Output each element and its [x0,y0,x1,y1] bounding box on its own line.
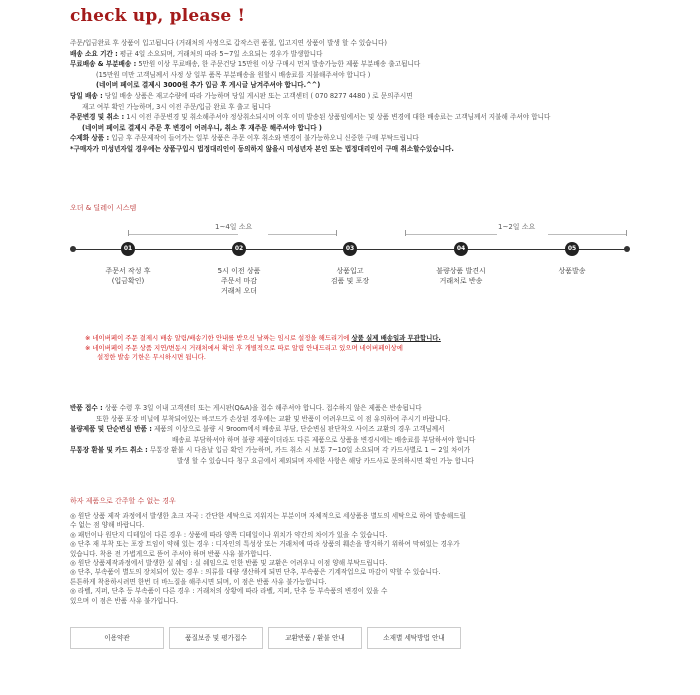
timeline-end-dot [624,246,630,252]
custom-order-label: 수제화 상품 : [70,134,110,143]
refund-sub: 발생 할 수 있습니다 청구 요금에서 제외되며 자세한 사항은 해당 카드사로 문의하시면 확인 가능 합니다 [177,456,474,465]
defect-item: ◎ 원단 상품 제작 과정에서 발생한 초크 자국 : 간단한 세탁으로 지워지는 부분이며 자체적으로 세상품용 별도의 세탁으로 하여 발송해드릴 [70,512,467,520]
order-change-note: (네이버 페이로 결제시 주문 후 변경이 어려우니, 취소 후 재주문 해주셔야 합니다 ) [82,123,322,132]
step-02-label: 5시 이전 상품 주문서 마감 거래처 오더 [217,267,261,295]
washing-guide-button[interactable]: 소재별 세탁방법 안내 [367,627,461,649]
return-request-label: 반품 접수 : [70,404,103,412]
sameday-text: 당일 배송 상품은 재고수량에 따라 가능하며 당일 게시판 또는 고객센터 ( 070 8277 4480 ) 로 문의주시면 [104,91,413,100]
defect-return-sub: 배송료 부담하셔야 하며 불량 제품이더라도 다른 제품으로 상품을 변경시에는 배송료를 부담하셔야 합니다 [172,435,476,444]
exchange-refund-button[interactable]: 교환반품 / 환불 안내 [268,627,362,649]
defect-return-label: 불량제품 및 단순변심 반품 : [70,425,152,434]
return-request-text: 상품 수령 후 3일 이내 고객센터 또는 게시판(Q&A)을 접수 해주셔야 합니다. 접수하지 않은 제품은 반송됩니다 [104,404,422,412]
intro-text: 주문/입금완료 후 상품이 입고됩니다 (거래처의 사정으로 갑작스런 품절, 입고지연 상품이 발생 할 수 있습니다) [70,39,387,47]
defect-item: ◎ 패턴이나 원단지 디테일이 다른 경우 : 상품에 따라 양쪽 디테일이나 위치가 약간의 차이가 있을 수 있습니다. [70,530,388,539]
step-04-badge: 04 [454,242,468,256]
minor-note: *구매자가 미성년자일 경우에는 상품구입시 법정대리인이 동의하지 않을시 미성년자 본인 또는 법정대리인이 구매 취소할수있습니다. [70,144,454,153]
returns-info [70,403,630,467]
step-01-label: 주문서 작성 후 (입금확인) [105,267,151,285]
defects-list [70,512,630,606]
delivery-period-text: 평균 4일 소요되며, 거래처의 따라 5~7일 소요되는 경우가 발생합니다 [119,49,323,58]
step-03-badge: 03 [343,242,357,256]
naver-pay-notice [85,334,645,363]
refund-label: 무통장 환불 및 카드 취소 : [70,446,148,455]
notice-line-2: ※ 네이버페이 주문 상품 지연/변동시 거래처에서 확인 후 개별적으로 따로 알림 안내드리고 있으며 네이버페이상에 [85,343,403,352]
step-03-label: 상품입고 검품 및 포장 [330,267,370,285]
return-request-sub: 또한 상품 포장 비닐에 부착되어있는 바코드가 손상된 경우에는 교환 및 반품이 어려우므로 이 점 유의하여 주시기 바랍니다. [96,414,451,423]
free-shipping-sub: (15만원 미만 고객님께서 사정 상 일부 품목 부분배송을 원할시 배송료를 지불해주셔야 합니다 ) [96,70,371,79]
step-04-label: 불량상품 발견시 거래처로 반송 [436,267,486,285]
refund-text: 무통장 환불 시 다음날 입금 확인 가능하며, 카드 취소 시 보통 7~10일 소요되며 각 카드사별로 1 ~ 2일 차이가 [149,446,471,455]
defect-item: 튼튼하게 착용하시려면 한번 더 바느질을 해주시면 되며, 이 점은 반품 사유 불가능합니다. [70,577,327,586]
defect-return-text: 제품의 이상으로 불량 시 9room에서 배송료 부담, 단순변심 판단착오 사이즈 교환의 경우 고객님께서 [154,425,445,434]
delivery-info [70,38,630,155]
free-shipping-text: 5만원 이상 무료배송, 한 주문건당 15만원 이상 구매시 먼저 발송가능한 제품 부분배송 출고됩니다 [138,60,421,69]
quality-guarantee-button[interactable]: 품질보증 및 평가접수 [169,627,263,649]
defect-item: ◎ 단추, 부속품이 별도의 장치되어 있는 경우 : 의류를 대량 생산하게 되면 단추, 부속품은 기계작업으로 마감이 약할 수 있습니다. [70,568,441,577]
custom-order-text: 입금 후 주문제작이 들어가는 일부 상품은 주문 이후 취소와 변경이 불가능하오니 신중한 구매 부탁드립니다 [111,134,419,143]
terms-button[interactable]: 이용약관 [70,627,164,649]
defect-item: 있습니다. 착용 전 가볍게으로 뜯어 주셔야 하며 반품 사유 불가합니다. [70,549,272,558]
notice-line-3: 설정한 발송 기한은 무시하시면 됩니다. [97,353,206,362]
free-shipping-label: 무료배송 & 부분배송 : [70,60,137,69]
step-05-badge: 05 [565,242,579,256]
defect-item: ◎ 라벨, 지퍼, 단추 등 부속품이 다른 경우 : 거래처의 상황에 따라 라벨, 지퍼, 단추 등 부속품의 변경이 있을 수 [70,587,388,596]
naver-pay-note: (네이버 페이로 결제시 3000원 추가 입금 후 게시글 남겨주셔야 합니다.^^) [96,81,321,90]
delivery-period-label: 배송 소요 기간 : [70,49,118,58]
sameday-label: 당일 배송 : [70,91,103,100]
sameday-sub: 재고 여부 확인 가능하며, 3시 이전 주문/입금 완료 후 출고 됩니다 [82,102,271,111]
defect-item: 있으며 이 점은 반품 사유 불가입니다. [70,596,179,605]
footer-button-row [70,627,461,649]
notice-line-1-emphasis: 상품 실제 배송일과 무관합니다. [351,334,441,342]
order-timeline [70,222,630,295]
order-change-text: 1시 이전 주문변경 및 취소해주셔야 정상취소되시며 이후 이미 발송된 상품임에서는 및 상품 변경에 대한 배송료는 고객님께서 지불해 주셔야 합니다 [126,113,551,122]
defects-heading: 하자 제품으로 간주할 수 없는 경우 [70,497,176,505]
defect-item: 수 없는 점 양해 바랍니다. [70,521,145,530]
defect-item: ◎ 원단 상품제작과정에서 발생한 실 쉐임 : 실 쉐임으로 인한 반품 및 교환은 어려우니 이점 양해 부탁드립니다. [70,559,388,568]
order-system-heading: 오더 & 딜레이 시스템 [70,204,137,212]
step-05-label: 상품발송 [558,267,586,275]
step-01-badge: 01 [121,242,135,256]
page-title: check up, please ! [70,6,246,26]
step-02-badge: 02 [232,242,246,256]
order-change-label: 주문변경 및 취소 : [70,113,125,122]
range-label-1: 1~4일 소요 [215,223,253,231]
range-label-2: 1~2일 소요 [498,223,536,231]
notice-line-1: ※ 네이버페이 주문 결제시 배송 알림/배송기한 안내를 받으신 날짜는 임시로 설정을 해드리기에 [85,334,352,342]
defect-item: ◎ 단추 재 부착 또는 포장 트임이 약해 있는 경우 : 디자인의 특성상 또는 거래처에 따라 상품의 훼손을 방지하기 위하여 막혀있는 경우가 [70,540,460,549]
timeline-start-dot [70,246,76,252]
